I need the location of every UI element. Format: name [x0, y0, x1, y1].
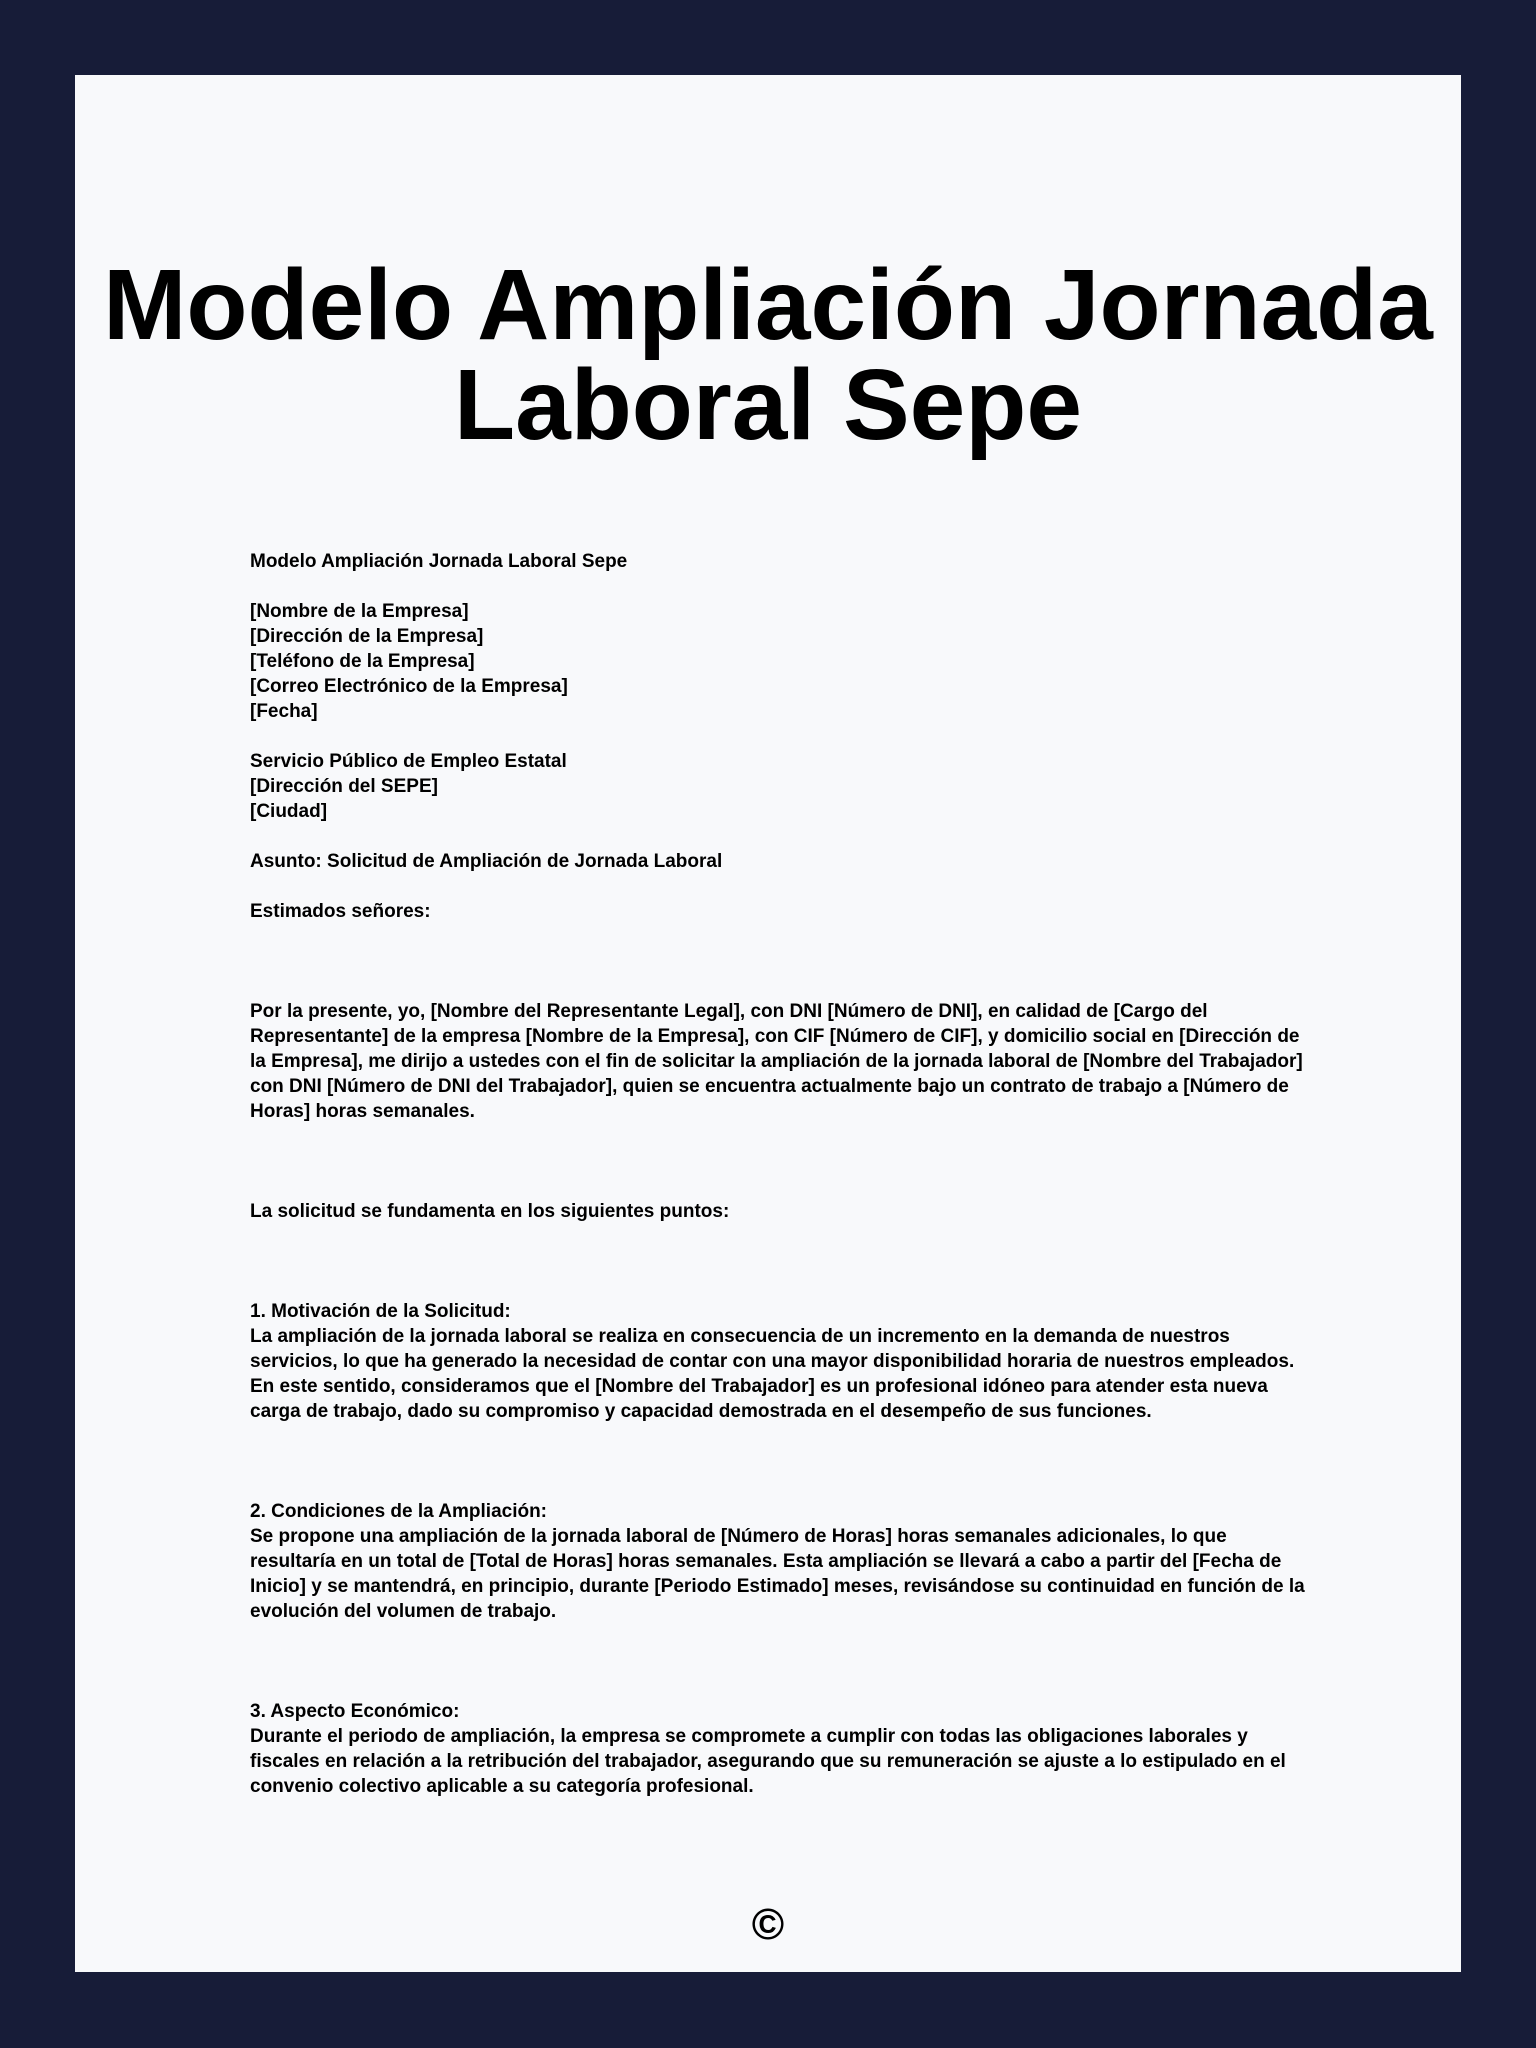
point-heading: 1. Motivación de la Solicitud:	[250, 1301, 511, 1322]
spacer	[250, 1124, 1365, 1199]
letter-greeting: Estimados señores:	[250, 901, 431, 922]
recipient-city: [Ciudad]	[250, 801, 328, 822]
copyright-icon: ©	[751, 1900, 785, 1949]
document-heading: Modelo Ampliación Jornada Laboral Sepe	[250, 551, 628, 572]
letter-date: [Fecha]	[250, 701, 318, 722]
point-heading: 2. Condiciones de la Ampliación:	[250, 1501, 548, 1522]
point-text: La ampliación de la jornada laboral se realiza en consecuencia de un incremento en la demanda de nuestros servicios, lo que ha generado la necesidad de contar con una mayor disponibilidad horaria de nuestros empleados. En este sentido, consideramos que el [Nombre del Trabajador] es un profesional idóneo para atender esta nueva carga de trabajo, dado su compromiso y capacidad demostrada en el desempeño de sus funciones.	[250, 1326, 1295, 1422]
company-address: [Dirección de la Empresa]	[250, 626, 484, 647]
document-body	[250, 549, 1365, 1799]
spacer	[250, 924, 1365, 999]
spacer	[250, 574, 1365, 599]
page-title: Modelo Ampliación Jornada Laboral Sepe	[103, 249, 1433, 461]
recipient-address: [Dirección del SEPE]	[250, 776, 438, 797]
point-text: Durante el periodo de ampliación, la empresa se compromete a cumplir con todas las obligaciones laborales y fiscales en relación a la retribución del trabajador, asegurando que su remuneración se ajuste a lo estipulado en el convenio colectivo aplicable a su categoría profesional.	[250, 1726, 1286, 1797]
intro-paragraph: Por la presente, yo, [Nombre del Representante Legal], con DNI [Número de DNI], en calidad de [Cargo del Representante] de la empresa [Nombre de la Empresa], con CIF [Número de CIF], y domicilio social en [Dirección de la Empresa], me dirijo a ustedes con el fin de solicitar la ampliación de la jornada laboral de [Nombre del Trabajador] con DNI [Número de DNI del Trabajador], quien se encuentra actualmente bajo un contrato de trabajo a [Número de Horas] horas semanales.	[250, 1001, 1303, 1122]
company-phone: [Teléfono de la Empresa]	[250, 651, 475, 672]
spacer	[250, 1624, 1365, 1699]
spacer	[250, 724, 1365, 749]
document-page	[75, 75, 1461, 1972]
spacer	[250, 1424, 1365, 1499]
recipient-name: Servicio Público de Empleo Estatal	[250, 751, 567, 772]
letter-subject: Asunto: Solicitud de Ampliación de Jornada Laboral	[250, 851, 723, 872]
point-text: Se propone una ampliación de la jornada laboral de [Número de Horas] horas semanales adicionales, lo que resultaría en un total de [Total de Horas] horas semanales. Esta ampliación se llevará a cabo a partir del [Fecha de Inicio] y se mantendrá, en principio, durante [Periodo Estimado] meses, revisándose su continuidad en función de la evolución del volumen de trabajo.	[250, 1526, 1305, 1622]
point-heading: 3. Aspecto Económico:	[250, 1701, 460, 1722]
company-email: [Correo Electrónico de la Empresa]	[250, 676, 568, 697]
points-intro: La solicitud se fundamenta en los siguientes puntos:	[250, 1201, 730, 1222]
spacer	[250, 874, 1365, 899]
spacer	[250, 824, 1365, 849]
company-name: [Nombre de la Empresa]	[250, 601, 469, 622]
spacer	[250, 1224, 1365, 1299]
